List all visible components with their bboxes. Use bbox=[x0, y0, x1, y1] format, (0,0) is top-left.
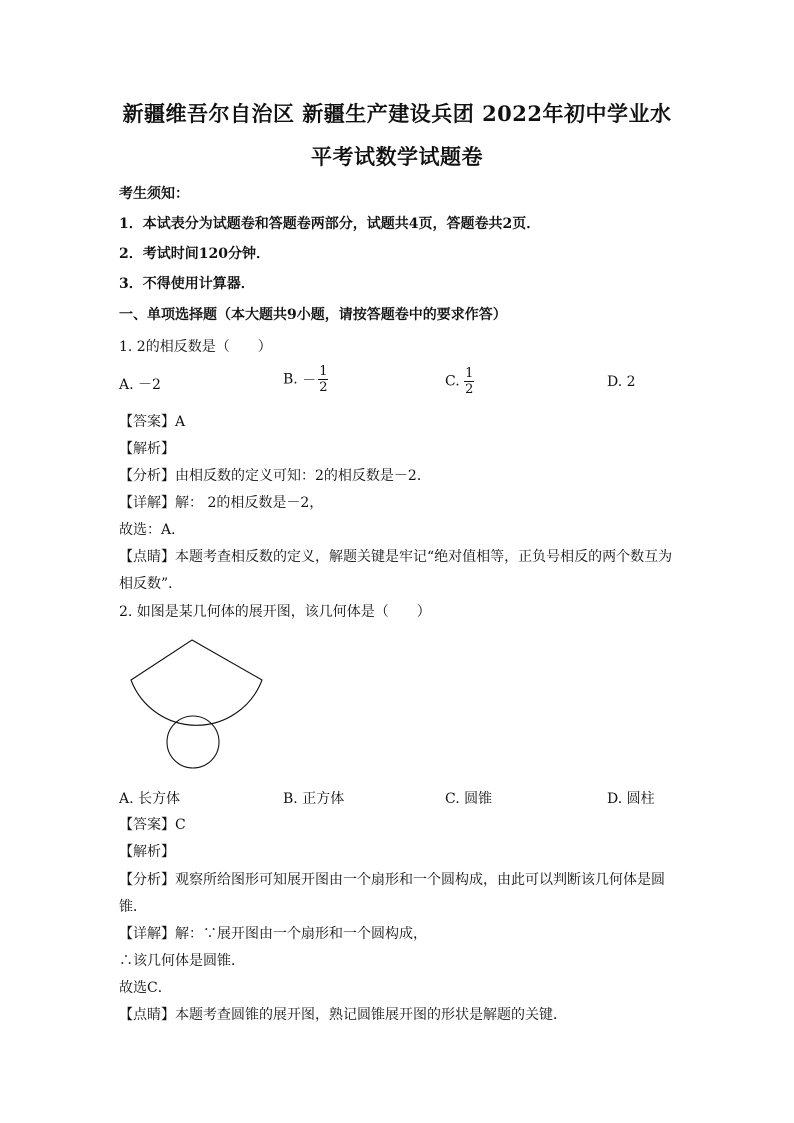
q1-answer-value: A bbox=[175, 414, 186, 430]
q1-stem: 1. 2的相反数是（ ） bbox=[119, 339, 272, 355]
q2-option-a-label: A. bbox=[119, 791, 134, 807]
q2-fenxi-text: 观察所给图形可知展开图由一个扇形和一个圆构成，由此可以判断该几何体是圆 bbox=[175, 872, 665, 888]
q2-option-c-text: 圆锥 bbox=[464, 791, 493, 807]
notice-item-2: 2．考试时间120分钟． bbox=[119, 246, 270, 262]
title-line-1: 新疆维吾尔自治区 新疆生产建设兵团 2022年初中学业水 bbox=[122, 101, 672, 126]
q2-stem: 2. 如图是某几何体的展开图，该几何体是（ ） bbox=[119, 604, 431, 620]
q2-option-a bbox=[119, 788, 180, 808]
notice-item-3: 3．不得使用计算器． bbox=[119, 276, 255, 292]
q2-choose: 故选C． bbox=[119, 980, 172, 996]
q1-option-b-label: B. bbox=[283, 371, 298, 388]
sector-shape bbox=[131, 640, 262, 725]
q2-option-a-text: 长方体 bbox=[138, 791, 181, 807]
q2-comment bbox=[119, 1004, 567, 1024]
q1-answer-tag: 【答案】 bbox=[119, 414, 175, 430]
q2-option-c bbox=[445, 788, 492, 808]
q1-option-d bbox=[607, 374, 636, 390]
q1-choose: 故选：A． bbox=[119, 522, 186, 538]
q1-option-a bbox=[119, 374, 161, 394]
q2-fenxi-line-2: 锥． bbox=[119, 899, 147, 915]
q1-option-b-numerator: 1 bbox=[319, 364, 328, 379]
q1-option-a-label: A. bbox=[119, 377, 134, 393]
notice-heading: 考生须知： bbox=[119, 186, 189, 202]
q1-option-b bbox=[283, 364, 328, 395]
q2-option-b-text: 正方体 bbox=[302, 791, 345, 807]
q1-option-c-numerator: 1 bbox=[465, 366, 474, 381]
q2-option-d-text: 圆柱 bbox=[626, 791, 655, 807]
q1-detail bbox=[119, 492, 323, 512]
q2-option-d-label: D. bbox=[607, 791, 623, 807]
q2-comment-text: 本题考查圆锥的展开图，熟记圆锥展开图的形状是解题的关键． bbox=[175, 1007, 567, 1023]
q2-fenxi bbox=[119, 869, 665, 889]
q2-answer-value: C bbox=[175, 817, 186, 833]
q1-analysis-tag: 【解析】 bbox=[119, 441, 175, 457]
q1-comment bbox=[119, 546, 672, 566]
q1-comment-text: 本题考查相反数的定义，解题关键是牢记“绝对值相等，正负号相反的两个数互为 bbox=[175, 549, 673, 565]
q1-fenxi bbox=[119, 465, 431, 485]
title-line-2: 平考试数学试题卷 bbox=[311, 144, 483, 169]
q1-option-d-text: 2 bbox=[626, 374, 636, 390]
q1-answer bbox=[119, 411, 185, 431]
q2-therefore: ∴该几何体是圆锥． bbox=[119, 953, 245, 969]
q1-fenxi-tag: 【分析】 bbox=[119, 468, 175, 484]
q2-answer bbox=[119, 814, 186, 834]
q1-option-b-sign: － bbox=[302, 372, 317, 389]
circle-shape bbox=[167, 716, 219, 768]
q1-comment-tag: 【点睛】 bbox=[119, 549, 175, 565]
q2-detail bbox=[119, 923, 427, 943]
q2-detail-text: 解：∵展开图由一个扇形和一个圆构成， bbox=[175, 926, 427, 942]
q2-fenxi-tag: 【分析】 bbox=[119, 872, 175, 888]
q2-answer-tag: 【答案】 bbox=[119, 817, 175, 833]
q2-option-b bbox=[283, 788, 344, 808]
section-heading: 一、单项选择题（本大题共9小题，请按答题卷中的要求作答） bbox=[119, 307, 507, 323]
notice-item-1: 1．本试表分为试题卷和答题卷两部分，试题共4页，答题卷共2页． bbox=[119, 216, 541, 232]
q2-option-d bbox=[607, 788, 655, 808]
q1-option-c bbox=[445, 366, 474, 397]
q2-detail-tag: 【详解】 bbox=[119, 926, 175, 942]
q2-analysis-tag: 【解析】 bbox=[119, 844, 175, 860]
cone-net-figure bbox=[125, 632, 270, 774]
q1-comment-line-2: 相反数”． bbox=[119, 576, 183, 592]
q1-option-b-denominator: 2 bbox=[319, 380, 328, 395]
q1-detail-text: 解： 2的相反数是－2， bbox=[175, 495, 324, 511]
q1-detail-tag: 【详解】 bbox=[119, 495, 175, 511]
q2-option-c-label: C. bbox=[445, 791, 460, 807]
q1-option-c-fraction bbox=[464, 366, 474, 397]
q1-option-c-denominator: 2 bbox=[465, 382, 474, 397]
q2-comment-tag: 【点睛】 bbox=[119, 1007, 175, 1023]
q1-option-c-label: C. bbox=[445, 373, 460, 390]
q1-option-b-fraction bbox=[318, 364, 328, 395]
q1-option-a-text: －2 bbox=[138, 377, 161, 393]
q1-option-d-label: D. bbox=[607, 374, 623, 390]
q2-option-b-label: B. bbox=[283, 791, 298, 807]
q1-fenxi-text: 由相反数的定义可知：2的相反数是－2． bbox=[175, 468, 431, 484]
